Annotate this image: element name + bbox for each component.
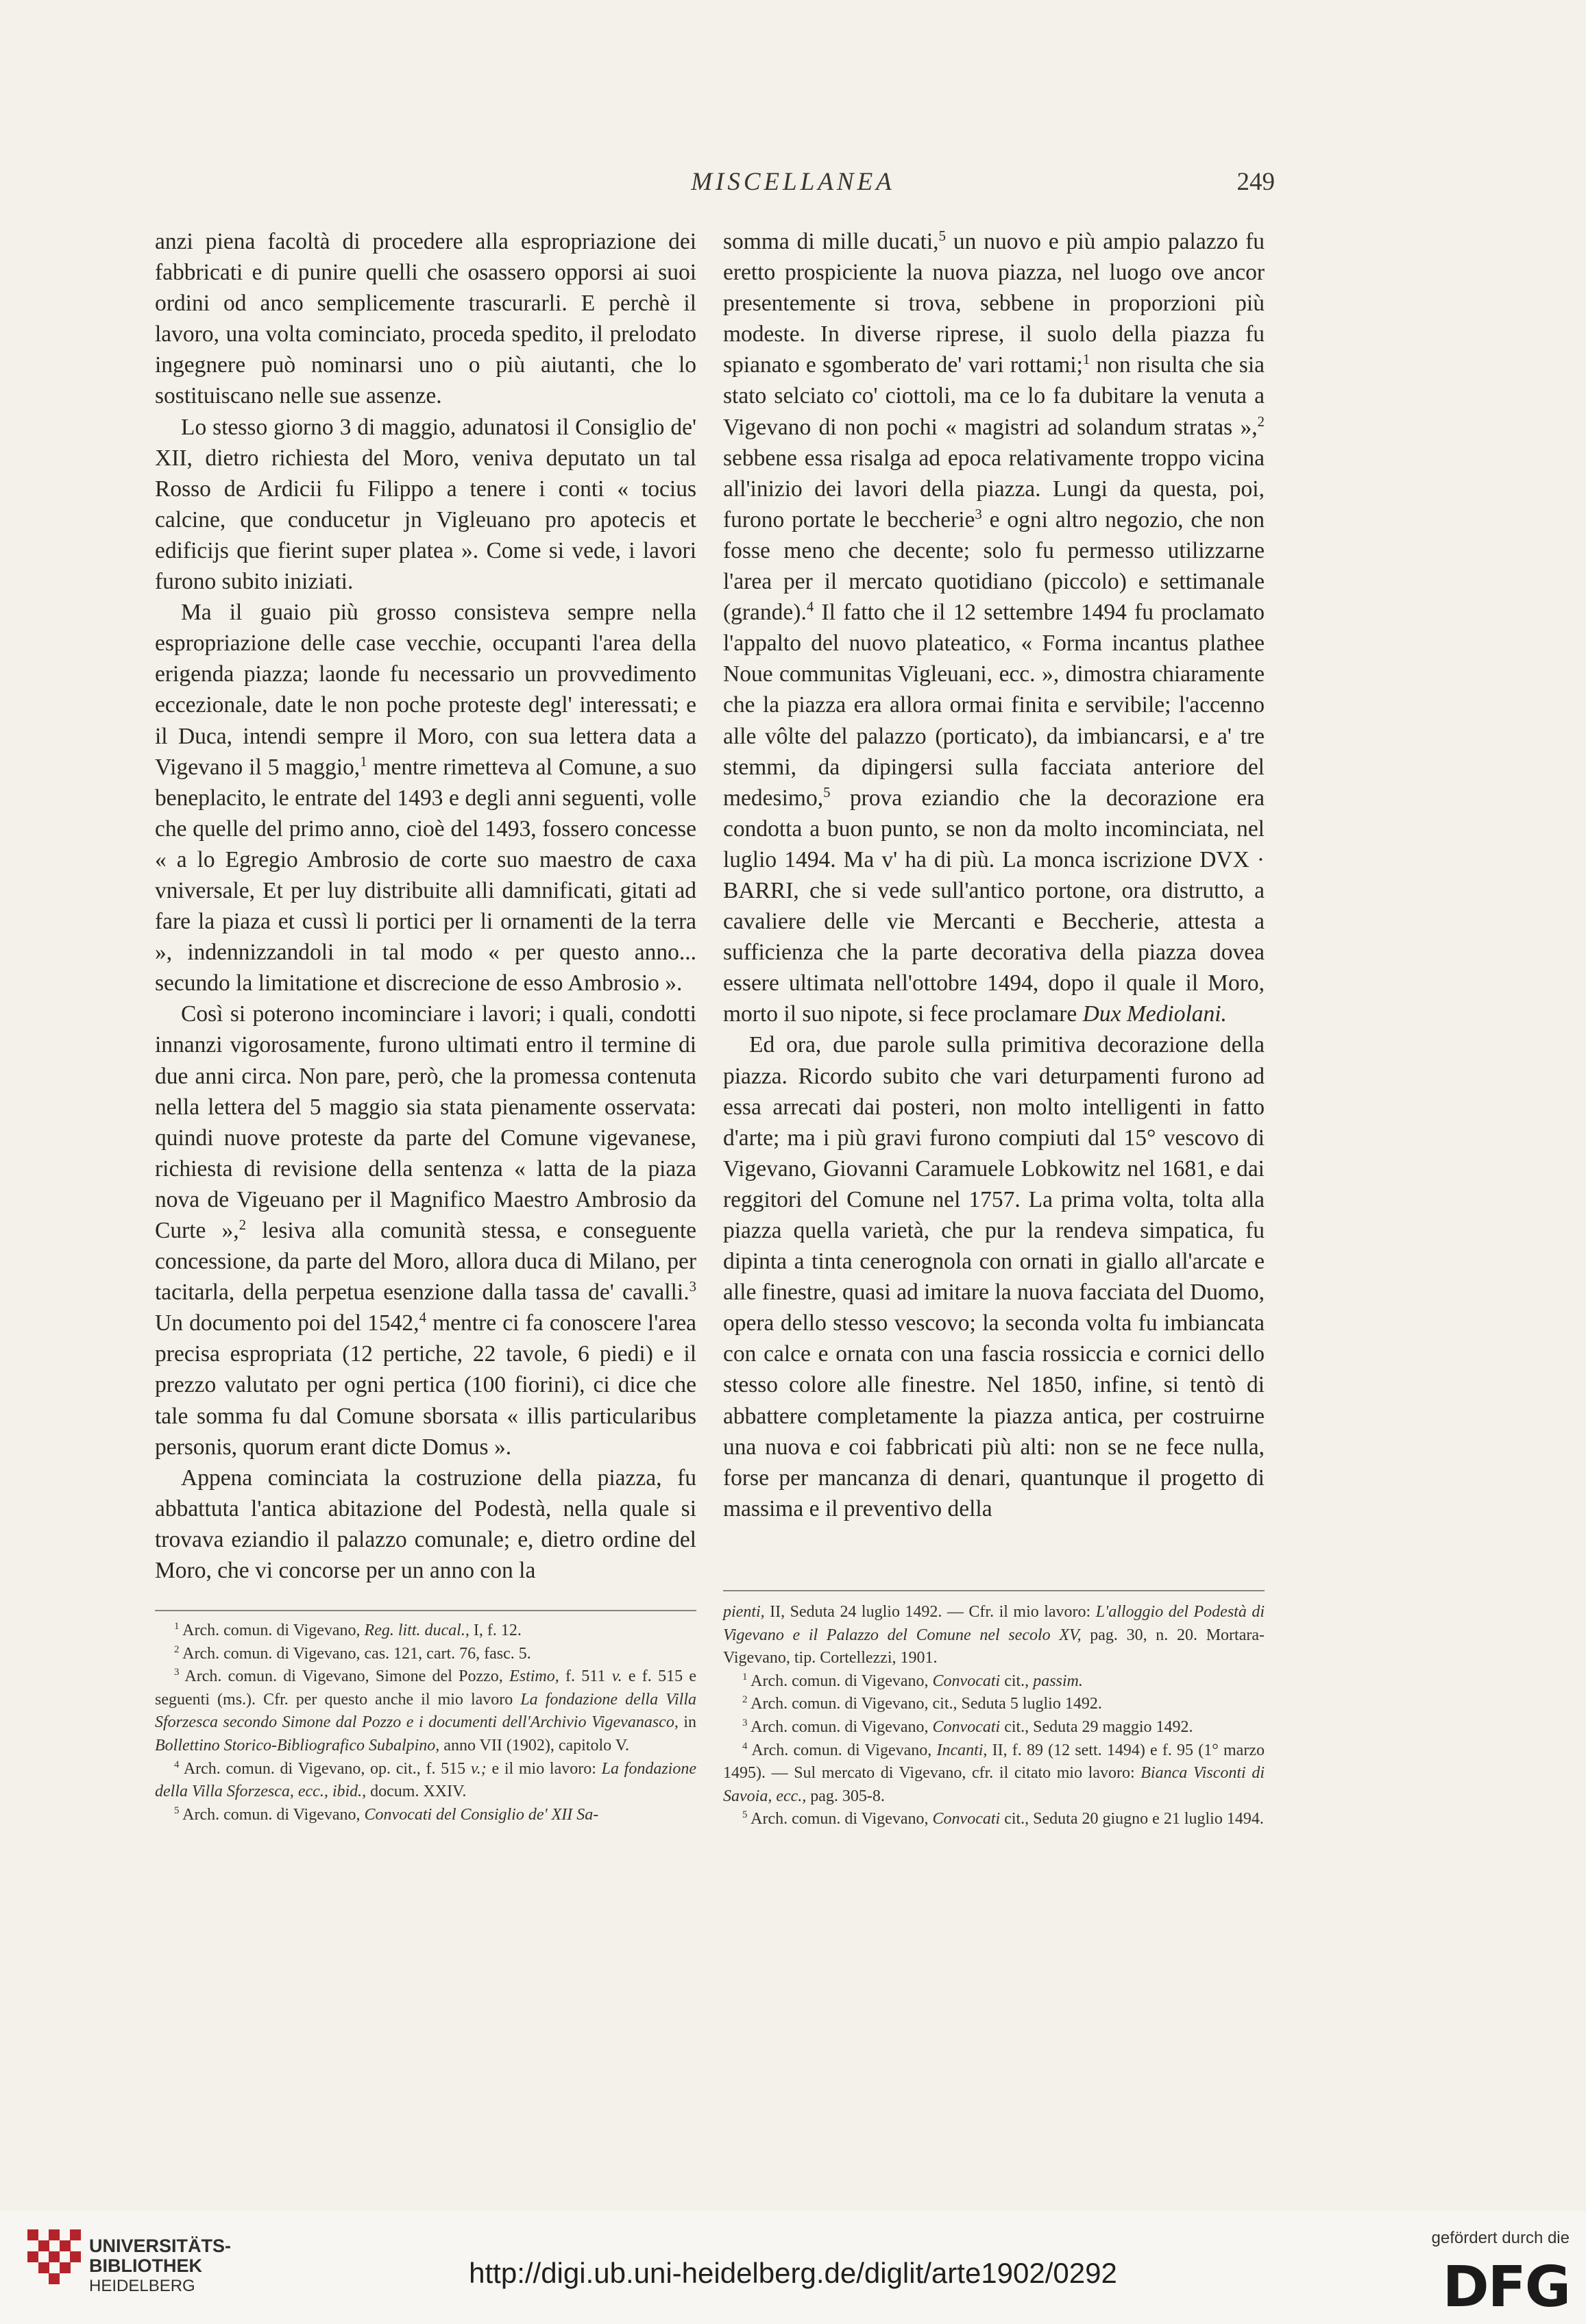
running-header: MISCELLANEA bbox=[691, 168, 895, 196]
footnote-ref: 3 bbox=[689, 1279, 696, 1295]
paragraph: anzi piena facoltà di procedere alla espropriazione dei fabbricati e di punire quelli che osassero opporsi ai suoi ordini od anco semplicemente trascurarli. E perchè il lavoro, una volta cominciato, proceda spedito, il prelodato ingegnere può nominarsi uno o più aiutanti, che lo sostituiscano nelle sue assenze. bbox=[155, 229, 696, 409]
footnote-ref: 4 bbox=[806, 598, 814, 615]
page-number: 249 bbox=[1236, 168, 1275, 196]
digitization-footer bbox=[0, 2211, 1586, 2324]
footnote-divider bbox=[155, 1610, 696, 1611]
footnote-ref: 3 bbox=[975, 506, 982, 522]
footnotes-left bbox=[155, 1619, 696, 1826]
footnote: $^2$ Arch. comun. di Vigevano, cit., Seduta 5 luglio 1492. bbox=[742, 1694, 1102, 1713]
paragraph: Così si poterono incominciare i lavori; i quali, condotti innanzi vigorosamente, furono ultimati entro il termine di due anni circa. Non pare, però, che la promessa contenuta nella lettera del 5 maggio sia stata pienamente osservata: quindi nuove proteste da parte del Comune vigevanese, richiesta di revisione della sentenza « latta de la piaza nova de Vigeuano per il Magnifico Maestro Ambrosio da Curte »,$^2$ lesiva alla comunità stessa, e conseguente concessione, da parte del Moro, allora duca di Milano, per tacitarla, della perpetua esenzione dalla tassa de' cavalli.$^3$ Un documento poi del 1542,$^4$ mentre ci fa conoscere l'area precisa espropriata (12 pertiche, 22 tavole, 6 piedi) e il prezzo valutato per ogni pertica (100 fiorini), ci dice che tale somma fu dal Comune sborsata « illis particularibus personis, quorum erant dicte Domus ». bbox=[155, 1001, 697, 1460]
footnote: $^2$ Arch. comun. di Vigevano, cas. 121, cart. 76, fasc. 5. bbox=[174, 1643, 531, 1663]
dfg-logo: DFG bbox=[1442, 2255, 1570, 2320]
footnote: $^5$ Arch. comun. di Vigevano, Convocati del Consiglio de' XII Sa- bbox=[174, 1805, 599, 1824]
right-text-column bbox=[723, 226, 1265, 1552]
left-text-column bbox=[155, 226, 696, 1586]
footnote-ref: 5 bbox=[938, 228, 946, 244]
footnote: $^3$ Arch. comun. di Vigevano, Convocati cit., Seduta 29 maggio 1492. bbox=[742, 1717, 1193, 1736]
footnote-divider bbox=[723, 1590, 1265, 1591]
footnote-ref: 1 bbox=[360, 753, 367, 770]
paragraph: Ma il guaio più grosso consisteva sempre nella espropriazione delle case vecchie, occupanti l'area della erigenda piazza; laonde fu necessario un provvedimento eccezionale, date le non poche proteste degl' interessati; e il Duca, intendi sempre il Moro, con sua lettera data a Vigevano il 5 maggio,$^1$ mentre rimetteva al Comune, a suo beneplacito, le entrate del 1493 e degli anni seguenti, volle che quelle del primo anno, cioè del 1493, fossero concesse « a lo Egregio Ambrosio de corte suo maestro de caxa vniversale, Et per luy distribuite alli damnificati, gitati ad fare la piaza et cussì li portici per li ornamenti de la terra », indennizzandoli in tal modo « per questo anno... secundo la limitatione et discrecione de esso Ambrosio ». bbox=[155, 600, 697, 996]
footnote: $^1$ Arch. comun. di Vigevano, Reg. litt. ducal., I, f. 12. bbox=[174, 1621, 522, 1639]
footnotes-right bbox=[723, 1601, 1265, 1831]
library-name: UNIVERSITÄTS- BIBLIOTHEK HEIDELBERG bbox=[89, 2236, 232, 2295]
footnote-ref: 4 bbox=[419, 1310, 426, 1326]
paragraph: Lo stesso giorno 3 di maggio, adunatosi il Consiglio de' XII, dietro richiesta del Moro, veniva deputato un tal Rosso de Ardicii fu Filippo a tenere i conti « tocius calcine, que conducetur jn Vigleuano pro apotecis et edificijs que fierint super platea ». Come si vede, i lavori furono subito iniziati. bbox=[155, 414, 696, 595]
footnote-ref: 5 bbox=[823, 784, 831, 800]
footnote-ref: 2 bbox=[239, 1216, 247, 1233]
footnote: $^1$ Arch. comun. di Vigevano, Convocati cit., passim. bbox=[742, 1671, 1083, 1690]
paragraph: Ed ora, due parole sulla primitiva decorazione della piazza. Ricordo subito che vari deturpamenti furono ad essa arrecati dai posteri, non molto intelligenti in fatto d'arte; ma i più gravi furono compiuti dal 15° vescovo di Vigevano, Giovanni Caramuele Lobkowitz nel 1681, e dai reggitori del Comune nel 1757. La prima volta, tolta alla piazza quella varietà, che pur la rendeva simpatica, fu dipinta a tinta cenerognola con ornati in giallo all'arcate e alle finestre, quasi ad imitare la nuova facciata del Duomo, opera dello stesso vescovo; la seconda volta fu imbiancata con calce e ornata con una fascia rossiccia e cornici dello stesso colore alle finestre. Nel 1850, infine, si tentò di abbattere completamente la piazza antica, per costruirne una nuova e coi fabbricati più alti: non se ne fece nulla, forse per mancanza di denari, quantunque il progetto di massima e il preventivo della bbox=[723, 1032, 1265, 1521]
footnote: $^4$ Arch. comun. di Vigevano, Incanti, II, f. 89 (12 sett. 1494) e f. 95 (1° marzo 1495). — Sul mercato di Vigevano, cfr. il citato mio lavoro: Bianca Visconti di Savoia, ecc., pag. 305-8. bbox=[723, 1740, 1265, 1805]
footnote: $^5$ Arch. comun. di Vigevano, Convocati cit., Seduta 20 giugno e 21 luglio 1494. bbox=[742, 1809, 1264, 1828]
paragraph: Appena cominciata la costruzione della piazza, fu abbattuta l'antica abitazione del Podestà, nella quale si trovava eziandio il palazzo comunale; e, dietro ordine del Moro, che vi concorse per un anno con la bbox=[155, 1465, 696, 1584]
footnote: $^4$ Arch. comun. di Vigevano, op. cit., f. 515 v.; e il mio lavoro: La fondazione della Villa Sforzesca, ecc., ibid., docum. XXIV. bbox=[155, 1759, 696, 1801]
footnote-continuation: pienti, II, Seduta 24 luglio 1492. — Cfr. il mio lavoro: L'alloggio del Podestà di Vigevano e il Palazzo del Comune nel secolo XV, pag. 30, n. 20. Mortara-Vigevano, tip. Cortellezzi, 1901. bbox=[723, 1603, 1265, 1667]
footnote-ref: 1 bbox=[1082, 352, 1090, 368]
sponsor-caption: gefördert durch die bbox=[1431, 2229, 1570, 2247]
source-url-link[interactable]: http://digi.ub.uni-heidelberg.de/diglit/arte1902/0292 bbox=[469, 2257, 1117, 2289]
footnote: $^3$ Arch. comun. di Vigevano, Simone del Pozzo, Estimo, f. 511 v. e f. 515 e seguenti (ms.). Cfr. per questo anche il mio lavoro La fondazione della Villa Sforzesca secondo Simone dal Pozzo e i documenti dell'Archivio Vigevanasco, in Bollettino Storico-Bibliografico Subalpino, anno VII (1902), capitolo V. bbox=[155, 1667, 696, 1754]
footnote-ref: 2 bbox=[1257, 413, 1265, 430]
paragraph: somma di mille ducati,$^5$ un nuovo e più ampio palazzo fu eretto prospiciente la nuova piazza, nel luogo ove ancor presentemente si trova, sebbene in proporzioni più modeste. In diverse riprese, il suolo della piazza fu spianato e sgomberato de' vari rottami;$^1$ non risulta che sia stato selciato co' ciottoli, ma ce lo fa dubitare la venuta a Vigevano di non pochi « magistri ad solandum stratas »,$^2$ sebbene essa risalga ad epoca relativamente troppo vicina all'inizio dei lavori della piazza. Lungi da questa, poi, furono portate le beccherie$^3$ e ogni altro negozio, che non fosse meno che decente; solo fu permesso utilizzarne l'area per il mercato quotidiano (piccolo) e settimanale (grande).$^4$ Il fatto che il 12 settembre 1494 fu proclamato l'appalto del nuovo plateatico, « Forma incantus plathee Noue communitas Vigleuani, ecc. », dimostra chiaramente che la piazza era allora ormai finita e servibile; l'accenno alle vôlte del palazzo (porticato), da imbiancarsi, e a' tre stemmi, da dipingersi sulla facciata anteriore del medesimo,$^5$ prova eziandio che la decorazione era condotta a buon punto, se non da molto incominciata, nel luglio 1494. Ma v' ha di più. La monca iscrizione DVX · BARRI, che si vede sull'antico portone, ora distrutto, a cavaliere delle vie Mercanti e Beccherie, attesta a sufficienza che la parte decorativa della piazza dovea essere ultimata nell'ottobre 1494, dopo il quale il Moro, morto il suo nipote, si fece proclamare Dux Mediolani. bbox=[723, 228, 1265, 1027]
